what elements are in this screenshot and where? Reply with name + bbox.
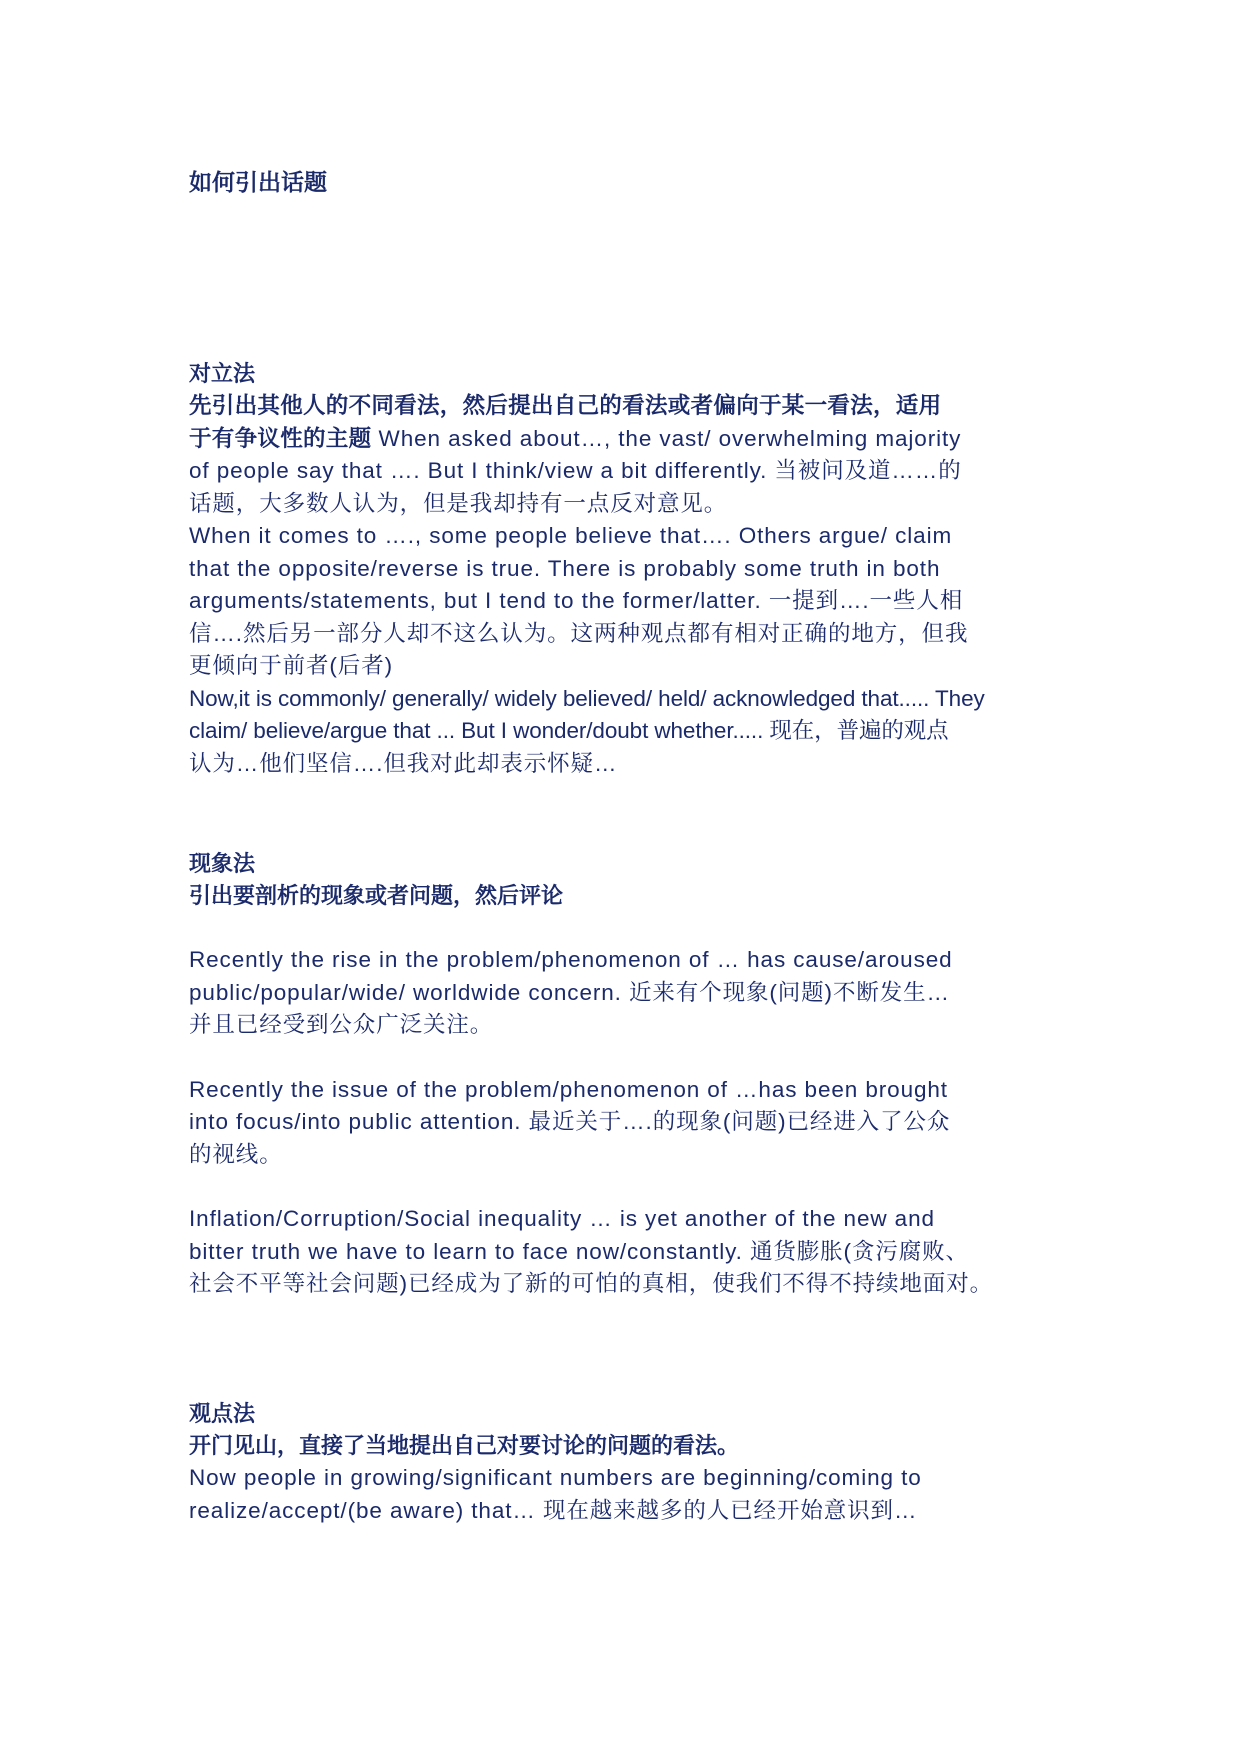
section-line: Recently the issue of the problem/phenomenon of …has been brought: [189, 1076, 948, 1102]
section-line: into focus/into public attention. 最近关于….的现象(问题)已经进入了公众: [189, 1109, 951, 1134]
section-opposition: [189, 358, 1069, 780]
section-line: 的视线。: [189, 1141, 283, 1167]
section-line: When it comes to …., some people believe that…. Others argue/ claim: [189, 523, 953, 548]
section-subheading: 引出要剖析的现象或者问题，然后评论: [189, 883, 564, 908]
section-heading: 对立法: [189, 361, 256, 386]
section-line: 信….然后另一部分人却不这么认为。这两种观点都有相对正确的地方，但我: [189, 620, 969, 646]
section-line: Now people in growing/significant numbers are beginning/coming to: [189, 1465, 922, 1490]
section-line: [189, 423, 1069, 456]
section-line: 并且已经受到公众广泛关注。: [189, 1012, 494, 1037]
section-phenomenon: [189, 848, 1069, 1301]
section-line: realize/accept/(be aware) that… 现在越来越多的人已经开始意识到…: [189, 1497, 918, 1523]
spacer: [189, 912, 1069, 944]
section-heading: 观点法: [189, 1401, 256, 1426]
section-line: 更倾向于前者(后者): [189, 653, 393, 678]
inline-bold-text: 于有争议性的主题: [189, 425, 372, 451]
section-line: 社会不平等社会问题)已经成为了新的可怕的真相，使我们不得不持续地面对。: [189, 1271, 993, 1296]
section-subheading: 开门见山，直接了当地提出自己对要讨论的问题的看法。: [189, 1433, 740, 1458]
section-line: public/popular/wide/ worldwide concern. 近来有个现象(问题)不断发生…: [189, 979, 950, 1005]
document-title: 如何引出话题: [189, 169, 327, 195]
section-line: Inflation/Corruption/Social inequality … is yet another of the new and: [189, 1206, 935, 1231]
section-line: claim/ believe/argue that ... But I wonder/doubt whether..... 现在，普遍的观点: [189, 718, 949, 743]
section-line: 话题，大多数人认为，但是我却持有一点反对意见。: [189, 490, 728, 516]
section-line: 先引出其他人的不同看法，然后提出自己的看法或者偏向于某一看法，适用: [189, 393, 942, 418]
section-line: that the opposite/reverse is true. There is probably some truth in both: [189, 555, 941, 581]
inline-text: When asked about…, the vast/ overwhelming majority: [371, 425, 962, 451]
section-line: Recently the rise in the problem/phenomenon of … has cause/aroused: [189, 947, 953, 972]
spacer: [189, 1171, 1069, 1203]
section-line: Now,it is commonly/ generally/ widely believed/ held/ acknowledged that..... They: [189, 685, 985, 711]
section-line: of people say that …. But I think/view a bit differently. 当被问及道……的: [189, 458, 962, 483]
section-heading: 现象法: [189, 851, 256, 876]
section-viewpoint: [189, 1398, 1069, 1527]
section-line: 认为…他们坚信….但我对此却表示怀疑…: [189, 750, 618, 776]
spacer: [189, 1042, 1069, 1074]
section-line: bitter truth we have to learn to face now/constantly. 通货膨胀(贪污腐败、: [189, 1238, 969, 1264]
section-line: arguments/statements, but I tend to the former/latter. 一提到….一些人相: [189, 588, 964, 613]
